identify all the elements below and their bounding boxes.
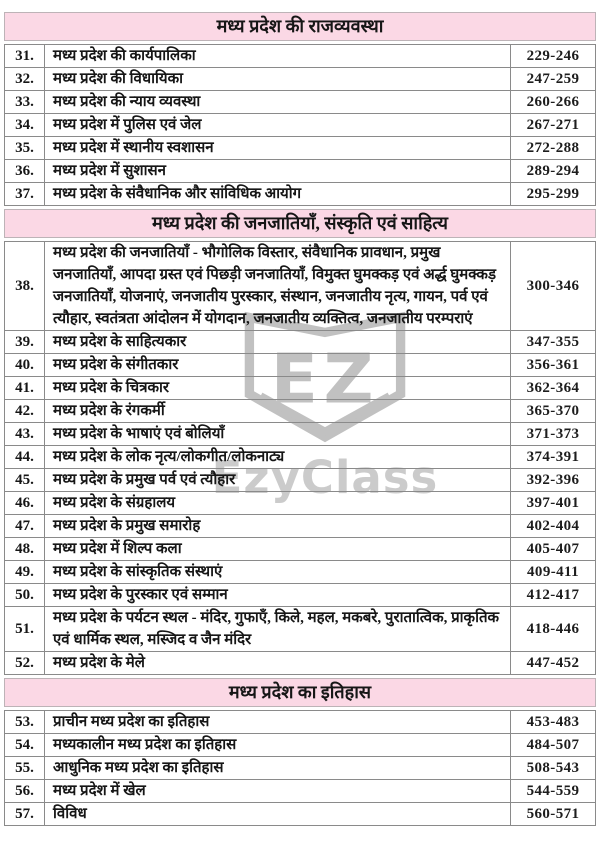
- toc-row: [5, 652, 595, 675]
- row-pages: 544-559: [526, 782, 580, 799]
- row-title-text: मध्य प्रदेश के पर्यटन स्थल - मंदिर, गुफाएँ, किले, महल, मकबरे, पुरातात्विक, प्राकृतिक एवं धार्मिक स्थल, मस्जिद व जैन मंदिर: [53, 610, 500, 648]
- row-title-text: मध्य प्रदेश के सांस्कृतिक संस्थाएं: [53, 564, 223, 580]
- row-title: [45, 354, 511, 376]
- row-title-text: मध्य प्रदेश के संग्रहालय: [53, 495, 176, 511]
- row-title: [45, 538, 511, 560]
- row-pages: 356-361: [526, 356, 580, 373]
- row-title: [45, 91, 511, 113]
- row-title: [45, 160, 511, 182]
- row-pages: 418-446: [526, 620, 580, 637]
- row-pages: 347-355: [526, 333, 580, 350]
- row-number: 42.: [5, 400, 45, 422]
- row-number: 37.: [5, 183, 45, 205]
- row-title: [45, 492, 511, 514]
- row-title-text: मध्य प्रदेश के पुरस्कार एवं सम्मान: [53, 587, 228, 603]
- toc-row: [5, 183, 595, 206]
- watermark-brand-text: EzyClass: [211, 451, 439, 504]
- row-title-text: मध्य प्रदेश की जनजातियाँ - भौगोलिक विस्तार, संवैधानिक प्रावधान, प्रमुख जनजातियाँ, आपदा ग्रस्त एवं पिछड़ी जनजातियाँ, विमुक्त घुमक्कड़ एवं अर्द्ध घुमक्कड़ जनजातियाँ, योजनाएं, जनजातीय पुरस्कार, संस्थान, जनजातीय नृत्य, गायन, पर्व एवं त्यौहार, स्वतंत्रता आंदोलन में योगदान, जनजातीय व्यक्तित्व, जनजातीय परम्पराएं: [53, 245, 496, 327]
- row-number: 32.: [5, 68, 45, 90]
- row-number: 36.: [5, 160, 45, 182]
- row-title-text: विविध: [53, 806, 87, 822]
- row-title: [45, 423, 511, 445]
- row-number: 43.: [5, 423, 45, 445]
- toc-row: [5, 561, 595, 584]
- row-number: 45.: [5, 469, 45, 491]
- toc-row: [5, 780, 595, 803]
- toc-row: [5, 515, 595, 538]
- toc-row: [5, 400, 595, 423]
- row-pages: 402-404: [526, 517, 580, 534]
- row-pages: 300-346: [526, 277, 580, 294]
- row-title-text: आधुनिक मध्य प्रदेश का इतिहास: [53, 760, 224, 776]
- row-title: [45, 45, 511, 67]
- row-title-text: मध्य प्रदेश के प्रमुख समारोह: [53, 518, 201, 534]
- row-title: [45, 469, 511, 491]
- row-number: 47.: [5, 515, 45, 537]
- row-number: 34.: [5, 114, 45, 136]
- toc-row: [5, 469, 595, 492]
- row-number: 31.: [5, 45, 45, 67]
- row-title-text: मध्य प्रदेश के प्रमुख पर्व एवं त्यौहार: [53, 472, 236, 488]
- toc-row: [5, 91, 595, 114]
- toc-row: [5, 377, 595, 400]
- row-pages: 560-571: [526, 805, 580, 822]
- row-number: 48.: [5, 538, 45, 560]
- row-title: [45, 242, 511, 330]
- row-title: [45, 780, 511, 802]
- row-title: [45, 183, 511, 205]
- row-number: 51.: [5, 607, 45, 651]
- row-pages: 484-507: [526, 736, 580, 753]
- row-title-text: मध्य प्रदेश में शिल्प कला: [53, 541, 182, 557]
- row-number: 56.: [5, 780, 45, 802]
- row-number: 54.: [5, 734, 45, 756]
- row-pages: 453-483: [526, 713, 580, 730]
- row-title-text: मध्य प्रदेश की विधायिका: [53, 71, 183, 87]
- toc-row: [5, 242, 595, 331]
- row-title: [45, 114, 511, 136]
- row-title: [45, 803, 511, 825]
- row-number: 49.: [5, 561, 45, 583]
- row-number: 35.: [5, 137, 45, 159]
- row-title-text: मध्य प्रदेश के रंगकर्मी: [53, 403, 165, 419]
- row-pages: 365-370: [526, 402, 580, 419]
- row-title-text: मध्य प्रदेश के भाषाएं एवं बोलियाँ: [53, 426, 225, 442]
- row-pages: 508-543: [526, 759, 580, 776]
- row-title: [45, 561, 511, 583]
- section-header-polity: मध्य प्रदेश की राजव्यवस्था: [4, 12, 596, 41]
- toc-row: [5, 584, 595, 607]
- row-pages: 260-266: [526, 93, 580, 110]
- row-number: 41.: [5, 377, 45, 399]
- toc-row: [5, 446, 595, 469]
- row-title-text: मध्य प्रदेश की कार्यपालिका: [53, 48, 196, 64]
- row-title-text: मध्य प्रदेश की न्याय व्यवस्था: [53, 94, 201, 110]
- row-pages: 412-417: [526, 586, 580, 603]
- section-header-tribes-culture: मध्य प्रदेश की जनजातियाँ, संस्कृति एवं साहित्य: [4, 209, 596, 238]
- row-number: 38.: [5, 242, 45, 330]
- table-of-contents: [4, 12, 596, 826]
- toc-row: [5, 711, 595, 734]
- row-pages: 374-391: [526, 448, 580, 465]
- row-title: [45, 711, 511, 733]
- row-title: [45, 68, 511, 90]
- row-title: [45, 400, 511, 422]
- row-title: [45, 446, 511, 468]
- toc-row: [5, 734, 595, 757]
- row-pages: 409-411: [527, 563, 579, 580]
- row-number: 57.: [5, 803, 45, 825]
- toc-row: [5, 331, 595, 354]
- row-title-text: मध्य प्रदेश के साहित्यकार: [53, 334, 187, 350]
- row-pages: 272-288: [526, 139, 580, 156]
- toc-row: [5, 160, 595, 183]
- row-title: [45, 607, 511, 651]
- row-title: [45, 652, 511, 674]
- toc-row: [5, 492, 595, 515]
- row-pages: 371-373: [526, 425, 580, 442]
- row-number: 53.: [5, 711, 45, 733]
- row-pages: 267-271: [526, 116, 580, 133]
- section-rows-history: [4, 710, 596, 826]
- row-pages: 295-299: [526, 185, 580, 202]
- toc-row: [5, 137, 595, 160]
- logo-letters: EZ: [270, 339, 380, 420]
- toc-row: [5, 114, 595, 137]
- section-rows-polity: [4, 44, 596, 206]
- row-title: [45, 137, 511, 159]
- toc-row: [5, 45, 595, 68]
- row-title-text: मध्य प्रदेश के संगीतकार: [53, 357, 179, 373]
- section-rows-tribes-culture: [4, 241, 596, 675]
- section-header-history: मध्य प्रदेश का इतिहास: [4, 678, 596, 707]
- row-title-text: मध्य प्रदेश में स्थानीय स्वशासन: [53, 140, 214, 156]
- row-number: 50.: [5, 584, 45, 606]
- toc-row: [5, 803, 595, 826]
- row-pages: 447-452: [526, 654, 580, 671]
- row-number: 40.: [5, 354, 45, 376]
- row-pages: 405-407: [526, 540, 580, 557]
- row-title-text: प्राचीन मध्य प्रदेश का इतिहास: [53, 714, 210, 730]
- row-title-text: मध्य प्रदेश में खेल: [53, 783, 146, 799]
- toc-row: [5, 538, 595, 561]
- row-pages: 229-246: [526, 47, 580, 64]
- row-number: 33.: [5, 91, 45, 113]
- toc-row: [5, 757, 595, 780]
- row-pages: 289-294: [526, 162, 580, 179]
- row-title-text: मध्य प्रदेश के चित्रकार: [53, 380, 170, 396]
- toc-row: [5, 354, 595, 377]
- row-title-text: मध्य प्रदेश के संवैधानिक और सांविधिक आयोग: [53, 186, 302, 202]
- toc-row: [5, 68, 595, 91]
- row-pages: 397-401: [526, 494, 580, 511]
- row-title-text: मध्य प्रदेश में पुलिस एवं जेल: [53, 117, 202, 133]
- row-pages: 247-259: [526, 70, 580, 87]
- row-pages: 392-396: [526, 471, 580, 488]
- row-title: [45, 515, 511, 537]
- row-title-text: मध्यकालीन मध्य प्रदेश का इतिहास: [53, 737, 237, 753]
- row-title-text: मध्य प्रदेश के मेले: [53, 655, 145, 671]
- row-title: [45, 757, 511, 779]
- row-number: 52.: [5, 652, 45, 674]
- toc-row: [5, 607, 595, 652]
- row-title: [45, 584, 511, 606]
- row-number: 39.: [5, 331, 45, 353]
- row-number: 44.: [5, 446, 45, 468]
- row-title: [45, 331, 511, 353]
- row-number: 46.: [5, 492, 45, 514]
- row-title-text: मध्य प्रदेश के लोक नृत्य/लोकगीत/लोकनाट्य: [53, 449, 285, 465]
- row-title: [45, 377, 511, 399]
- row-title: [45, 734, 511, 756]
- row-title-text: मध्य प्रदेश में सुशासन: [53, 163, 166, 179]
- row-pages: 362-364: [526, 379, 580, 396]
- row-number: 55.: [5, 757, 45, 779]
- toc-row: [5, 423, 595, 446]
